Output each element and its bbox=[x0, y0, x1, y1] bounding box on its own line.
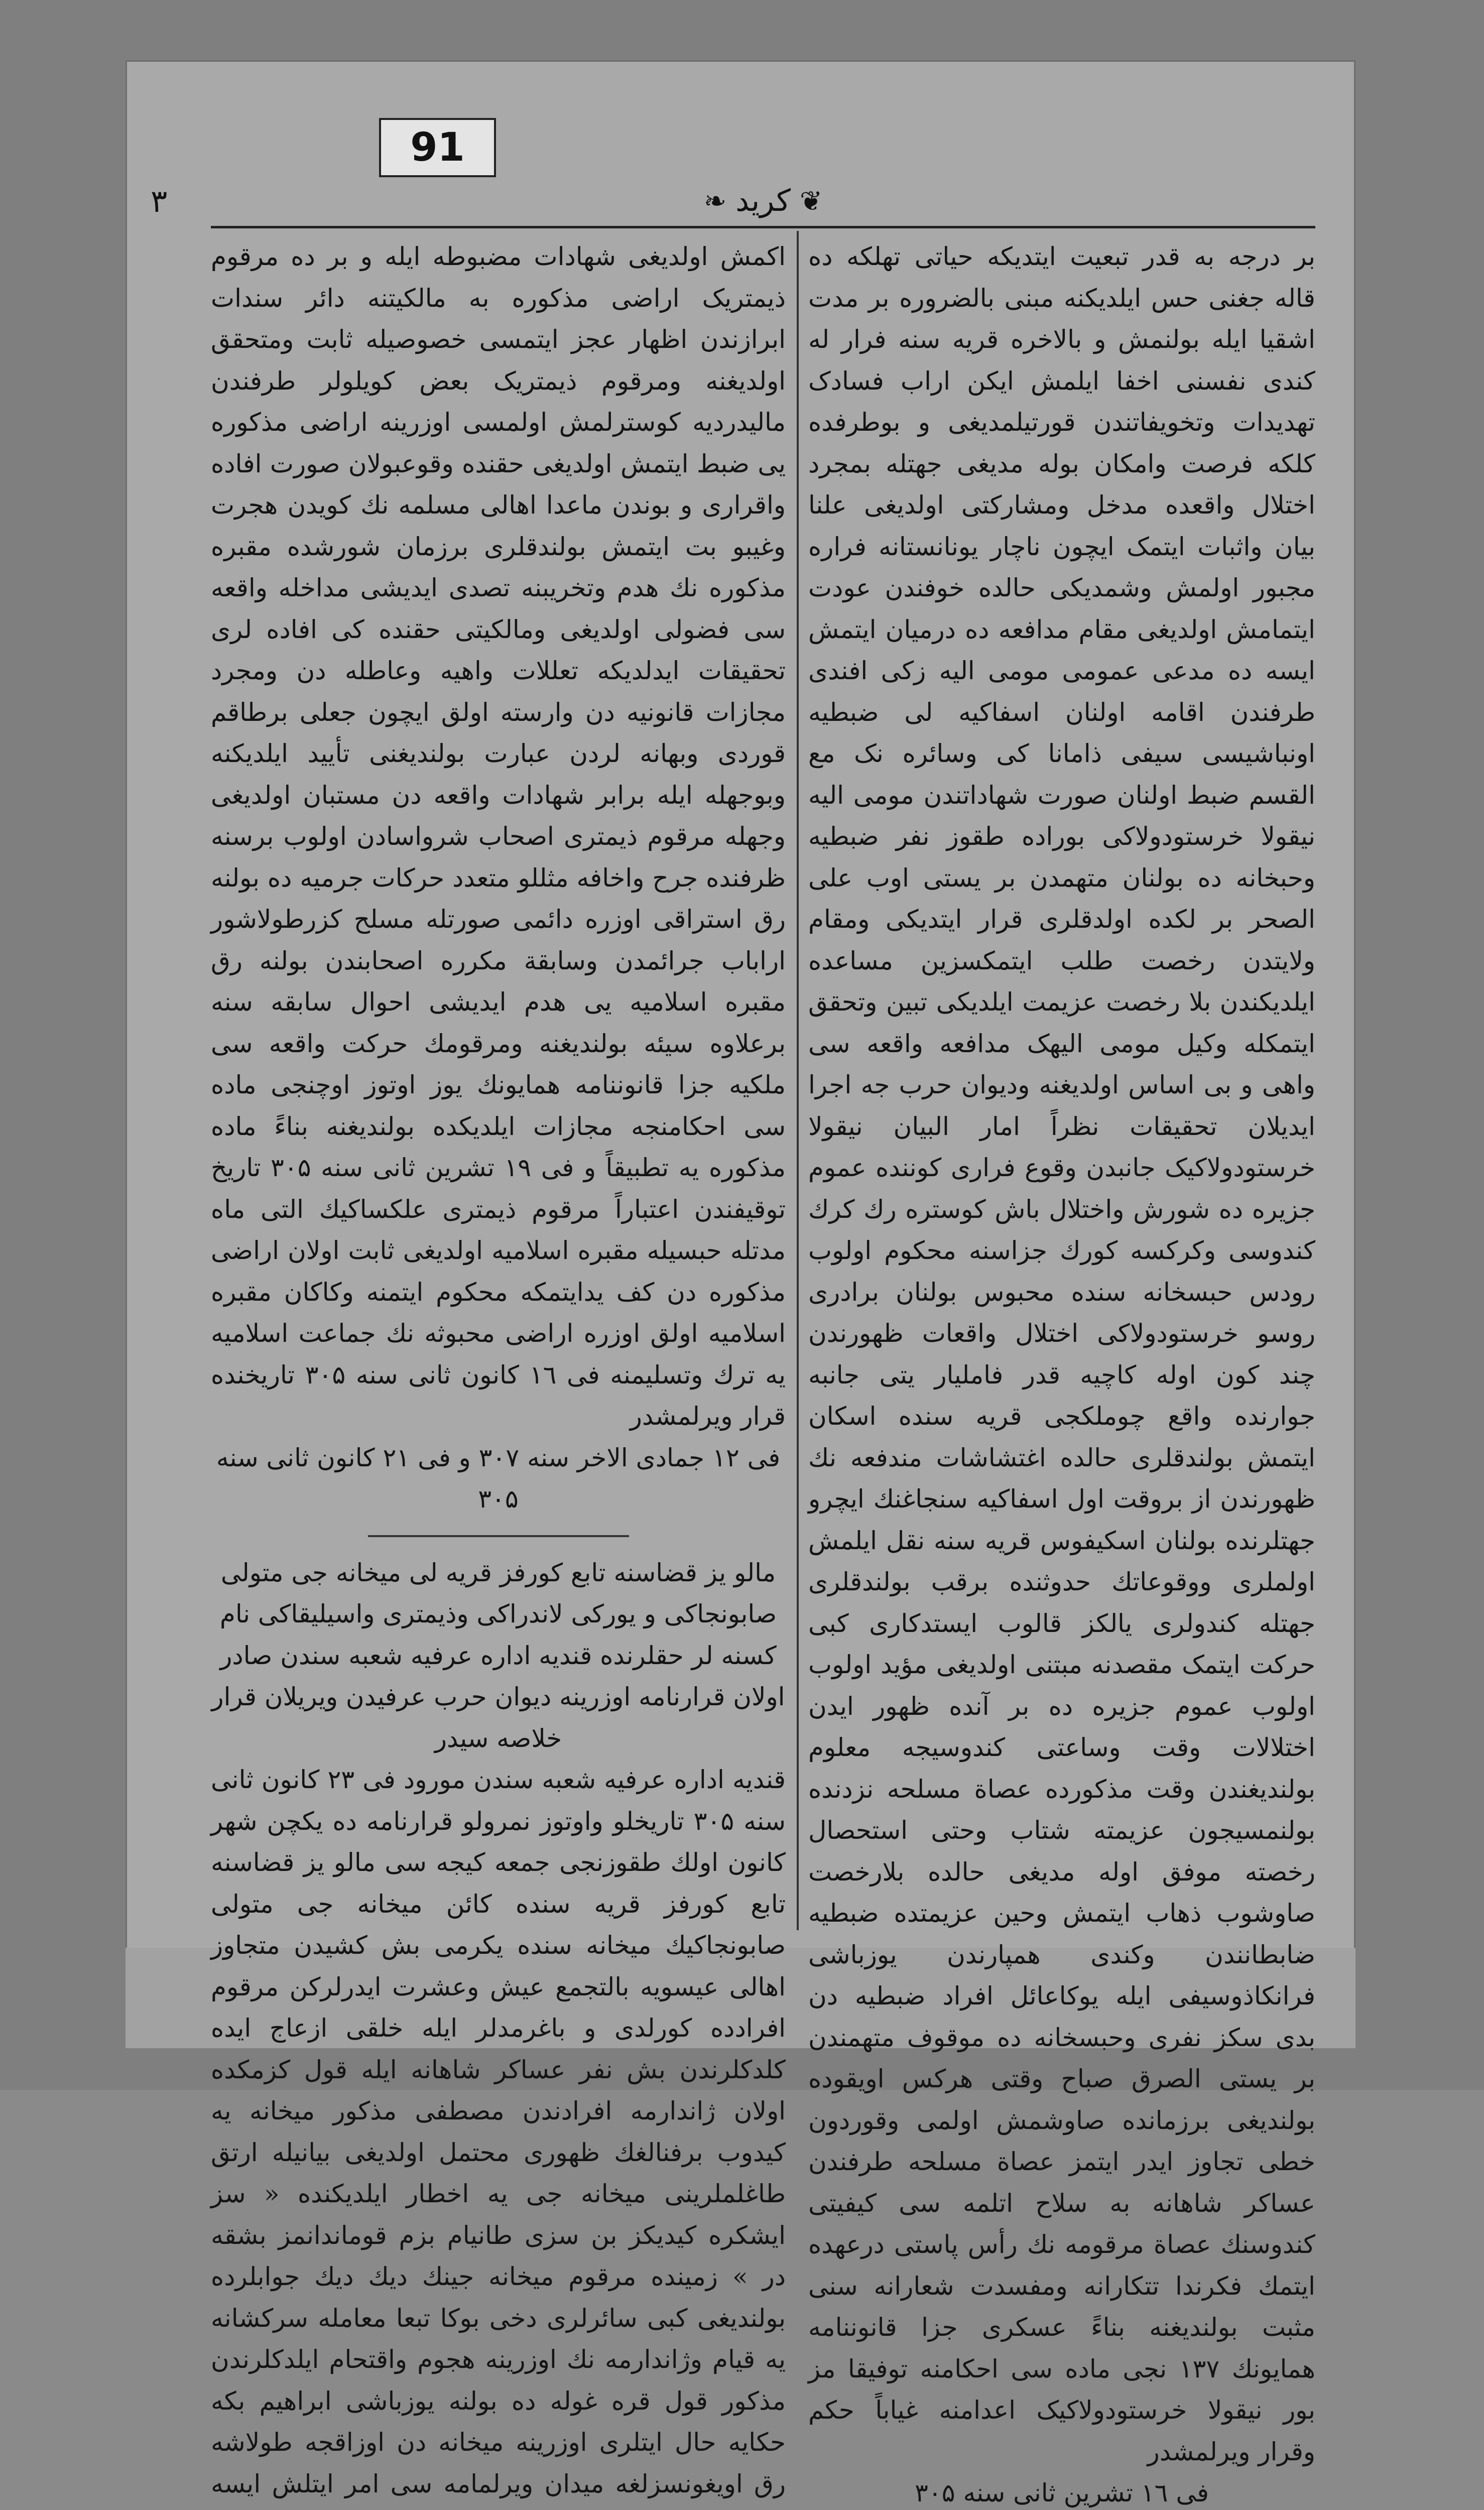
section-title: مالو یز قضاسنه تابع کورفز قریه لی میخانه جی متولی صابونجاکی و یورکی لاندراکی وذیمتری واسیلیقاکی نام کسنه لر حقلرنده قندیه اداره عرفیه شعبه سندن صادر اولان قرارنامه اوزرینه دیوان حرب عرفیدن ویریلان قرار خلاصه سیدر bbox=[211, 1558, 785, 1753]
ornament-icon: ❧ bbox=[703, 185, 727, 217]
left-column bbox=[211, 236, 786, 2510]
masthead-title: کرید bbox=[735, 183, 791, 218]
article-paragraph: بر درجه به قدر تبعیت ایتدیکه حیاتی تهلکه ده قاله جغنی حس ایلدیکنه مبنی بالضروره بر مدت اشقیا ایله بولنمش و بالاخره قریه سنه فرار له کندی نفسنی اخفا ایلمش ایکن اراب فسادک تهدیدات وتخویفاتندن قورتیلمدیغی و بوطرفده کلکه فرصت وامکان بوله مدیغی جهتله بمجرد اختلال واقعده مدخل ومشارکتی اولدیغی علنا بیان واثبات ایتمک ایچون ناچار یونانستانه فراره مجبور اولمش وشمدیکی حالده خوفندن عودت ایتمامش اولدیغی مقام مدافعه ده درمیان ایتمش ایسه ده مدعی عمومی مومی الیه زکی افندی طرفندن اقامه اولنان اسفاکیه لی ضبطیه اونباشیسی سیفی ذامانا کی وسائره نک مع القسم ضبط اولنان صورت شهاداتندن مومی الیه نیقولا خرستودولاکی بوراده طقوز نفر ضبطیه وحبخانه ده بولنان متهمدن بر یستی اوب علی الصحر بر لکده اولدقلری قرار ایتدیکی ومقام ولایتدن رخصت طلب ایتمکسزین مساعده ایلدیکندن بلا رخصت عزیمت ایلدیکی تبین وتحقق ایتمکله وکیل مومی الیهک مدافعه واقعه سی واهی و بی اساس اولدیغنه ودیوان حرب جه اجرا ایدیلان تحقیقات نظراً امار البیان نیقولا خرستودولاکیک جانبدن وقوع فراری کوننده عموم جزیره ده شورش واختلال باش کوستره رك کرك کندوسی وکرکسه کورك جزاسنه محکوم اولوب رودس حبسخانه سنده محبوس بولنان برادری روسو خرستودولاکی اختلال واقعات ظهورندن چند کون اوله کاچیه قدر فاملیار یتی جانبه جوارنده واقع چوملکجی قریه سنده اسکان ایتمش بولندقلری حالده اغتشاشات مندفعه نك ظهورندن از بروقت اول اسفاکیه سنجاغنك ایچرو جهتلرنده بولنان اسکیفوس قریه سنه نقل ایلمش اولملری ووقوعاتك حدوثنده برقب بولندقلری جهتله کندولری یالکز قالوب ایستدکاری کبی حرکت ایتمک مقصدنه مبتنی اولدیغی مؤید اولوب اولوب عموم جزیره ده بر آنده ظهور ایدن اختلالات وقت وساعتی کندوسیجه معلوم بولندیغندن وقت مذکورده عصاة مسلحه نزدنده بولنمسیجون عزیمته شتاب وحتی استحصال رخصته موفق اوله مدیغی حالده بلارخصت صاوشوب ذهاب ایتمش وحین عزیمتده ضبطیه ضابطانندن وکندی همپارندن یوزباشی فرانکاذوسیفی ایله یوکاعائل افراد ضبطیه دن بدی سکز نفری وحبسخانه ده موقوف متهمندن بر یستی الصرق صباح وقتی هرکس اویقوده بولندیغی برزمانده صاوشمش اولمی وقوردون خطی تجاوز ایدر ایتمز عصاة مسلحه طرفندن عساکر شاهانه به سلاح اتلمه سی کیفیتی کندوسنك عصاة مرقومه نك رأس پاستی درعهده ایتمك فکرندا تتکارانه ومفسدت شعارانه سنی مثبت بولندیغنه بناءً عسکری جزا قانوننامه همایونك ۱۳۷ نجی ماده سی احکامنه توفیقا مز بور نیقولا خرستودولاکیک اعدامنه غیاباً حکم وقرار ویرلمشدر bbox=[808, 242, 1316, 2466]
archive-stamp: 91 bbox=[379, 118, 496, 177]
ornament-icon: ❦ bbox=[799, 185, 823, 217]
page-number: ٣ bbox=[151, 182, 168, 219]
header-rule bbox=[211, 226, 1315, 228]
right-column bbox=[808, 236, 1315, 2510]
article-paragraph: قندیه اداره عرفیه شعبه سندن مورود فی ۲۳ کانون ثانی سنه ۳۰۵ تاریخلو واوتوز نمرولو قرارنامه ده یکچن شهر کانون اولك طقوزنجی جمعه کیجه سی مالو یز قضاسنه تابع کورفز قریه سنده کائن میخانه جی متولی صابونجاکیك میخانه سنده یکرمی بش کشیدن متجاوز اهالی عیسویه بالتجمع عیش وعشرت ایدرلرکن مرقوم افرادده کورلدی و باغرمدلر ایله خلقی ازعاج ایده کلدکلرندن بش نفر عساکر شاهانه ایله قول کزمکده اولان ژاندارمه افرادندن مصطفی مذکور میخانه یه کیدوب برفنالغك ظهوری محتمل اولدیغی بیانیله ارتق طاغلملرینی میخانه جی یه اخطار ایلدیکنده « سز ایشکره کیدیکز بن سزی طانیام بزم قوماندانمز بشقه در » زمینده مرقوم میخانه جینك دیك دیك جوابلرده بولندیغی کبی سائرلری دخی بوکا تبعا معامله سرکشانه یه قیام وژاندارمه نك اوزرینه هجوم واقتحام ایلدکلرندن مذکور قول قره غوله ده بولنه یوزباشی ابراهیم بکه حکایه حال ایتلری اوزرینه میخانه دن اوزاقجه طولاشه رق اویغونسزلغه میدان ویرلمامه سی امر ایتلش ایسه bbox=[211, 1765, 786, 2498]
section-separator bbox=[368, 1535, 629, 1537]
newspaper-masthead bbox=[628, 178, 899, 223]
column-divider bbox=[797, 231, 799, 1930]
article-paragraph: اکمش اولدیغی شهادات مضبوطه ایله و بر ده مرقوم ذیمتریک اراضی مذکوره به مالکیتنه دائر سندات ابرازندن اظهار عجز ایتمسی خصوصیله ثابت ومتحقق اولدیغنه ومرقوم ذیمتریک بعض کویلولر طرفندن مالیدردیه کوسترلمش اولمسی اوزرینه اراضی مذکوره یی ضبط ایتمش اولدیغی حقنده وقوعبولان صورت افاده واقراری و بوندن ماعدا اهالی مسلمه نك کویدن هجرت وغیبو بت ایتمش بولندقلری برزمان شورشده مقبره مذکوره نك هدم وتخریبنه تصدی ایدیشی مداخله واقعه سی فضولی اولدیغی ومالکیتی حقنده کی افاده لری تحقیقات ایدلدیکه تعللات واهیه وعاطله دن ومجرد مجازات قانونیه دن وارسته اولق ایچون جعلی برطاقم قوردی وبهانه لردن عبارت بولندیغنی تأیید ایلدیکنه وبوجهله ایله برابر شهادات واقعه دن مستبان اولدیغی وجهله مرقوم ذیمتری اصحاب شرواسادن اولوب برسنه ظرفنده جرح واخافه مثللو متعدد حرکات جرمیه ده بولنه رق استراقی اوزره دائمی صورتله مسلح کزرطولاشور اراباب جرائمدن وسابقة مکرره اصحابندن بولنه رق مقبره اسلامیه یی هدم ایدیشی احوال سابقه سنه برعلاوه سیئه بولندیغنه ومرقومك حرکت واقعه سی ملکیه جزا قانوننامه همایونك یوز اوتوز اوچنجی ماده سی احکامنجه مجازات ایلدیکده بولندیغنه بناءً ماده مذکوره یه تطبیقاً و فی ۱۹ تشرین ثانی سنه ۳۰۵ تاریخ توقیفندن اعتباراً مرقوم ذیمتری علکساکیك التی ماه مدتله حبسیله مقبره اسلامیه اولدیغی ثابت اولان اراضی مذکوره دن کف یدایتمکه محکوم ایتمنه وکاکان مقبره اسلامیه اولق اوزره اراضی محبوثه نك جماعت اسلامیه یه ترك وتسلیمنه فی ۱٦ کانون ثانی سنه ۳۰۵ تاریخنده قرار ویرلمشدر bbox=[211, 242, 786, 1431]
date-line: فی ۱۲ جمادی الاخر سنه ۳۰۷ و فی ۲۱ کانون ثانی سنه ۳۰۵ bbox=[216, 1443, 781, 1514]
date-line: فی ۱٦ تشرین ثانی سنه ۳۰۵ bbox=[915, 2478, 1209, 2507]
